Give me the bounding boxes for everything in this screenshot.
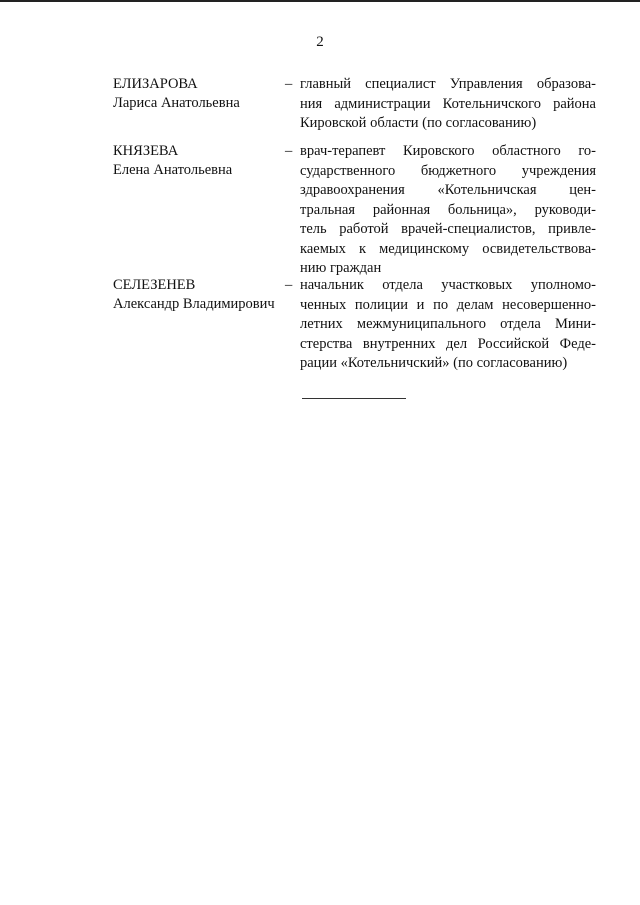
- position-line: рации «Котельничский» (по согласованию): [300, 355, 568, 371]
- end-separator-line: [302, 398, 406, 399]
- member-position: [300, 75, 596, 134]
- position-line: начальник отдела участковых уполномо-: [300, 277, 596, 293]
- member-surname: КНЯЗЕВА: [113, 143, 179, 159]
- position-line: главный специалист Управления образова-: [300, 76, 596, 92]
- position-line: тель работой врачей-специалистов, привле-: [300, 221, 596, 237]
- position-line: нию граждан: [300, 260, 382, 276]
- member-position: [300, 142, 596, 279]
- position-line: здравоохранения «Котельничская цен-: [300, 182, 596, 198]
- position-line: врач-терапевт Кировского областного го-: [300, 143, 596, 159]
- member-given-names: Лариса Анатольевна: [113, 94, 240, 111]
- member-name: [113, 276, 293, 313]
- position-line: стерства внутренних дел Российской Феде-: [300, 335, 596, 352]
- entry-dash: –: [285, 76, 293, 92]
- member-position: [300, 276, 596, 374]
- member-given-names: Александр Владимирович: [113, 295, 275, 312]
- position-line: тральная районная больница», руководи-: [300, 201, 596, 218]
- member-surname: ЕЛИЗАРОВА: [113, 76, 198, 92]
- position-line: летних межмуниципального отдела Мини-: [300, 316, 596, 332]
- position-line: сударственного бюджетного учреждения: [300, 162, 596, 179]
- position-line: Кировской области (по согласованию): [300, 115, 537, 131]
- position-line: каемых к медицинскому освидетельствова-: [300, 240, 596, 257]
- position-line: ченных полиции и по делам несовершенно-: [300, 296, 596, 313]
- position-line: ния администрации Котельничского района: [300, 95, 596, 112]
- member-given-names: Елена Анатольевна: [113, 161, 233, 178]
- member-name: [113, 142, 293, 179]
- member-surname: СЕЛЕЗЕНЕВ: [113, 277, 196, 293]
- entry-dash: –: [285, 143, 293, 159]
- entry-dash: –: [285, 277, 293, 293]
- member-name: [113, 75, 293, 112]
- top-border-line: [0, 0, 640, 2]
- page-number: 2: [316, 34, 324, 50]
